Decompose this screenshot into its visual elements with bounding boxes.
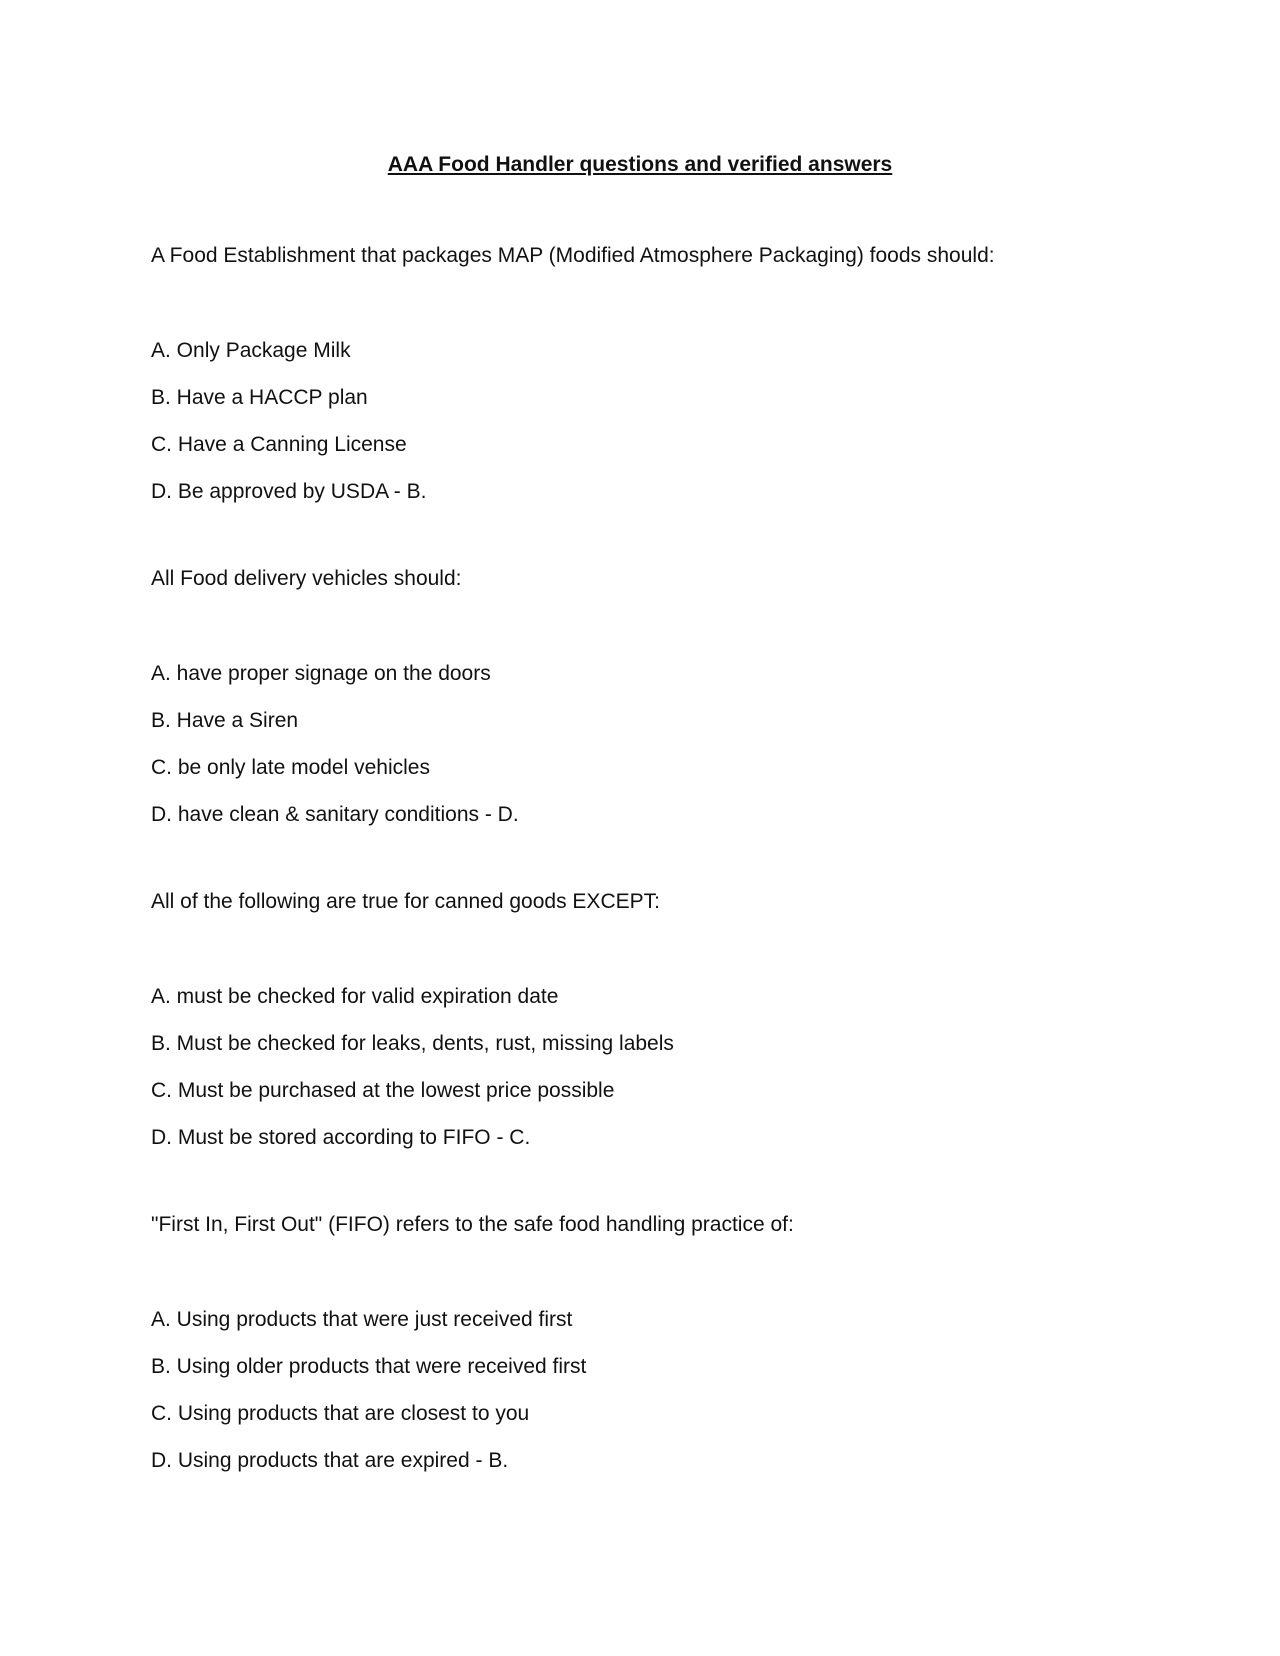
answer-option: A. must be checked for valid expiration date [151,985,559,1008]
answer-options [151,982,1151,1170]
answer-option: D. Using products that are expired - B. [151,1449,509,1472]
answer-option: D. have clean & sanitary conditions - D. [151,803,519,826]
answer-options [151,336,1151,524]
answer-option: B. Have a Siren [151,709,299,732]
answer-option: C. be only late model vehicles [151,756,430,779]
answer-options [151,1305,1151,1493]
answer-option: D. Be approved by USDA - B. [151,480,427,503]
answer-option: C. Using products that are closest to you [151,1402,530,1425]
answer-option: B. Using older products that were received first [151,1355,587,1378]
question-block [151,564,1151,847]
question-text: A Food Establishment that packages MAP (Modified Atmosphere Packaging) foods should: [151,244,995,267]
document-title: AAA Food Handler questions and verified answers [387,153,893,176]
question-text: All of the following are true for canned goods EXCEPT: [151,890,660,913]
answer-option: A. Only Package Milk [151,339,351,362]
question-block [151,1210,1151,1493]
answer-option: B. Must be checked for leaks, dents, rust, missing labels [151,1032,674,1055]
answer-options [151,659,1151,847]
answer-option: D. Must be stored according to FIFO - C. [151,1126,531,1149]
question-text: "First In, First Out" (FIFO) refers to the safe food handling practice of: [151,1213,794,1236]
answer-option: B. Have a HACCP plan [151,386,368,409]
document-body [151,241,1151,1533]
question-block [151,887,1151,1170]
question-text: All Food delivery vehicles should: [151,567,462,590]
question-block [151,241,1151,524]
answer-option: A. have proper signage on the doors [151,662,491,685]
answer-option: C. Have a Canning License [151,433,407,456]
answer-option: A. Using products that were just received first [151,1308,573,1331]
answer-option: C. Must be purchased at the lowest price possible [151,1079,615,1102]
